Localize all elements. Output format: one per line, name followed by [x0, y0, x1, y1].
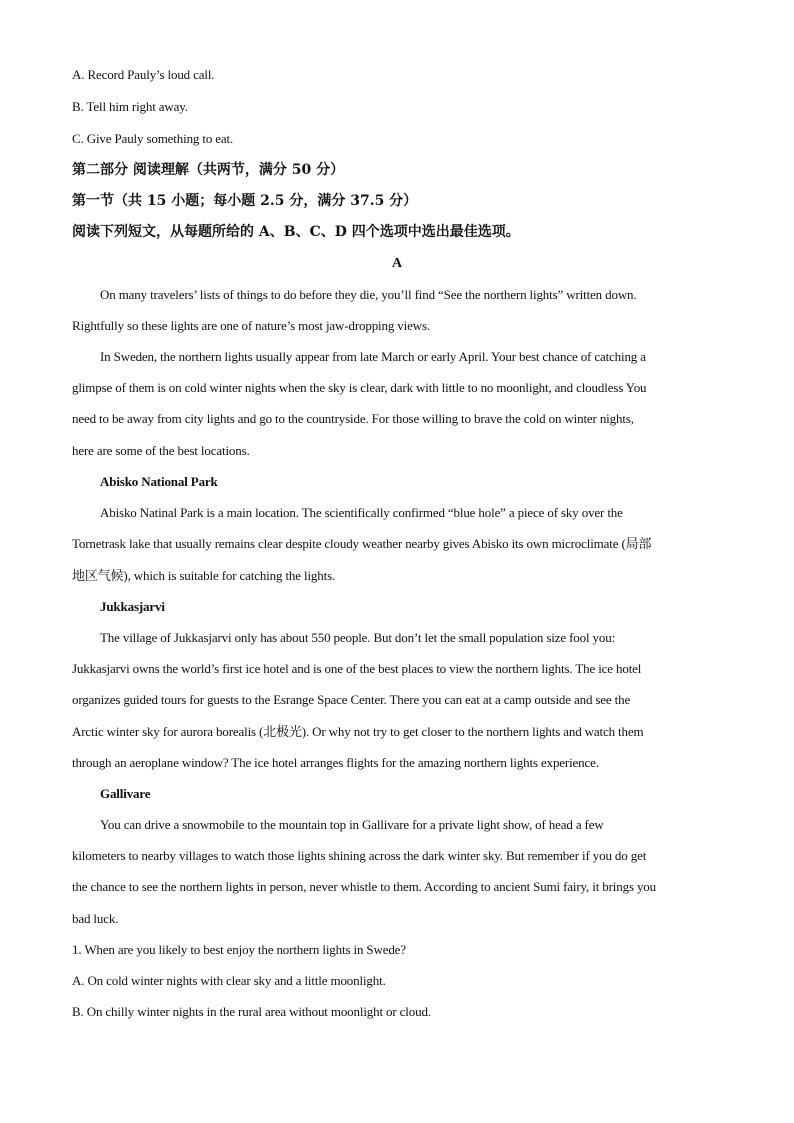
instruction: 阅读下列短文，从每题所给的 A、B、C、D 四个选项中选出最佳选项。: [72, 224, 520, 240]
location-heading-gallivare: Gallivare: [100, 786, 151, 801]
passage-label: A: [392, 256, 402, 271]
passage-line: bad luck.: [72, 911, 119, 926]
location-heading-abisko: Abisko National Park: [100, 474, 218, 489]
passage-line: through an aeroplane window? The ice hotel arranges flights for the amazing northern lights experience.: [72, 755, 599, 770]
passage-line: the chance to see the northern lights in person, never whistle to them. According to ancient Sumi fairy, it brings you: [72, 879, 657, 894]
location-heading-jukkasjarvi: Jukkasjarvi: [100, 599, 165, 614]
passage-line: The village of Jukkasjarvi only has about 550 people. But don’t let the small population size fool you:: [100, 630, 616, 645]
passage-line: kilometers to nearby villages to watch those lights shining across the dark winter sky. But remember if you do get: [72, 848, 647, 863]
passage-line: In Sweden, the northern lights usually appear from late March or early April. Your best chance of catching a: [100, 349, 646, 364]
question-option-a: A. On cold winter nights with clear sky and a little moonlight.: [72, 973, 386, 988]
prev-option-b: B. Tell him right away.: [72, 99, 188, 114]
passage-line: Rightfully so these lights are one of nature’s most jaw-dropping views.: [72, 318, 430, 333]
passage-line: You can drive a snowmobile to the mountain top in Gallivare for a private light show, of head a few: [100, 817, 604, 832]
passage-line: need to be away from city lights and go to the countryside. For those willing to brave the cold on winter nights,: [72, 411, 634, 426]
passage-line: glimpse of them is on cold winter nights when the sky is clear, dark with little to no moonlight, and cloudless You: [72, 380, 647, 395]
part-title: 第二部分 阅读理解（共两节，满分 50 分）: [72, 162, 345, 178]
prev-option-a: A. Record Pauly’s loud call.: [72, 67, 215, 82]
passage-line: here are some of the best locations.: [72, 443, 250, 458]
subsection-title: 第一节（共 15 小题；每小题 2.5 分，满分 37.5 分）: [72, 193, 418, 209]
passage-line: On many travelers’ lists of things to do before they die, you’ll find “See the northern lights” written down.: [100, 287, 637, 302]
question-stem: 1. When are you likely to best enjoy the northern lights in Swede?: [72, 942, 406, 957]
question-option-b: B. On chilly winter nights in the rural area without moonlight or cloud.: [72, 1004, 431, 1019]
passage-line: Abisko Natinal Park is a main location. The scientifically confirmed “blue hole” a piece of sky over the: [100, 505, 623, 520]
passage-line: 地区气候), which is suitable for catching the lights.: [72, 568, 336, 583]
prev-option-c: C. Give Pauly something to eat.: [72, 131, 234, 146]
passage-line: organizes guided tours for guests to the Esrange Space Center. There you can eat at a camp outside and see the: [72, 692, 631, 707]
passage-line: Tornetrask lake that usually remains clear despite cloudy weather nearby gives Abisko its own microclimate (局部: [72, 536, 652, 551]
passage-line: Arctic winter sky for aurora borealis (北极光). Or why not try to get closer to the northern lights and watch them: [72, 724, 644, 739]
passage-line: Jukkasjarvi owns the world’s first ice hotel and is one of the best places to view the northern lights. The ice hotel: [72, 661, 642, 676]
